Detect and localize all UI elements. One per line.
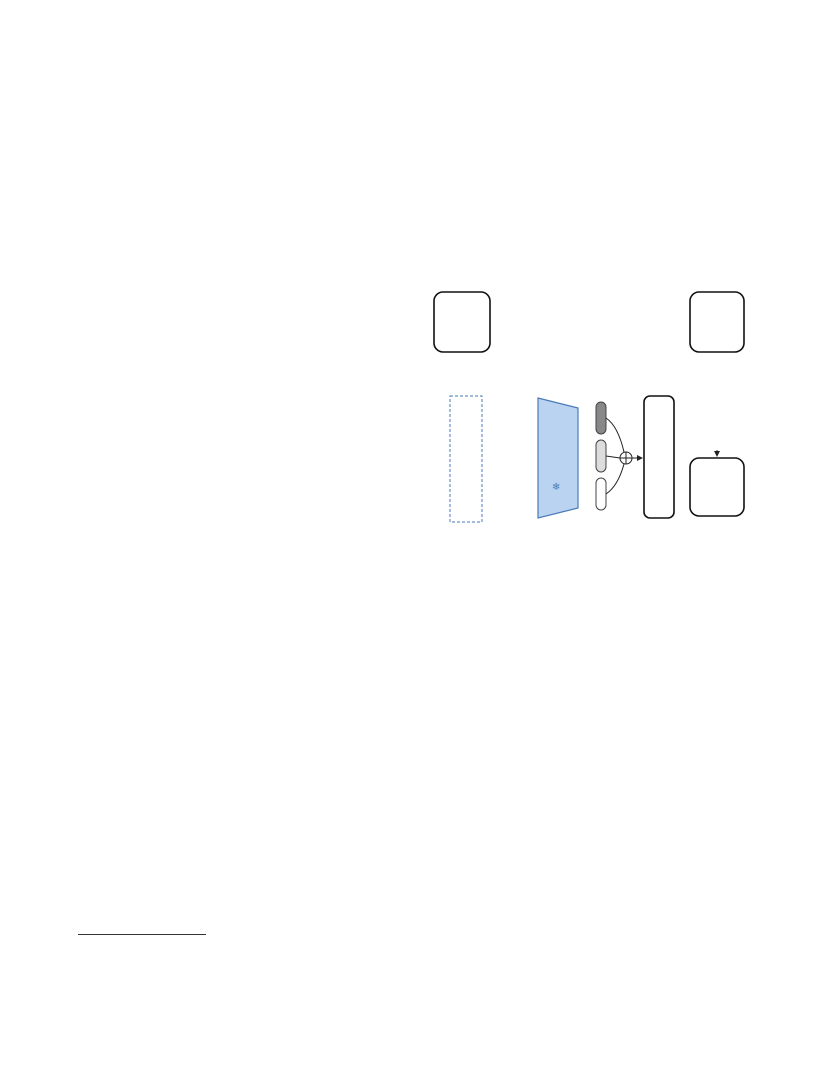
author [459, 198, 477, 215]
encoder-shape [538, 398, 578, 518]
footnote-rule [78, 934, 206, 935]
feature-pills [596, 402, 642, 510]
author [423, 198, 441, 215]
prompt-dash-box [450, 396, 482, 522]
author [387, 198, 405, 215]
target-task-box [690, 458, 744, 516]
svg-text:❄: ❄ [552, 482, 561, 493]
author-block [0, 193, 828, 241]
author [315, 198, 333, 215]
source-tasks-box [434, 292, 490, 352]
author-names [0, 193, 828, 217]
weight-optimizer-box [644, 396, 674, 518]
author [495, 198, 513, 215]
affiliation-2-3 [0, 217, 828, 241]
right-column-text [428, 638, 750, 642]
author [351, 198, 369, 215]
arxiv-stamp [14, 300, 44, 760]
figure-1-diagram [428, 286, 750, 532]
prompts-ensemble-box [690, 292, 744, 352]
